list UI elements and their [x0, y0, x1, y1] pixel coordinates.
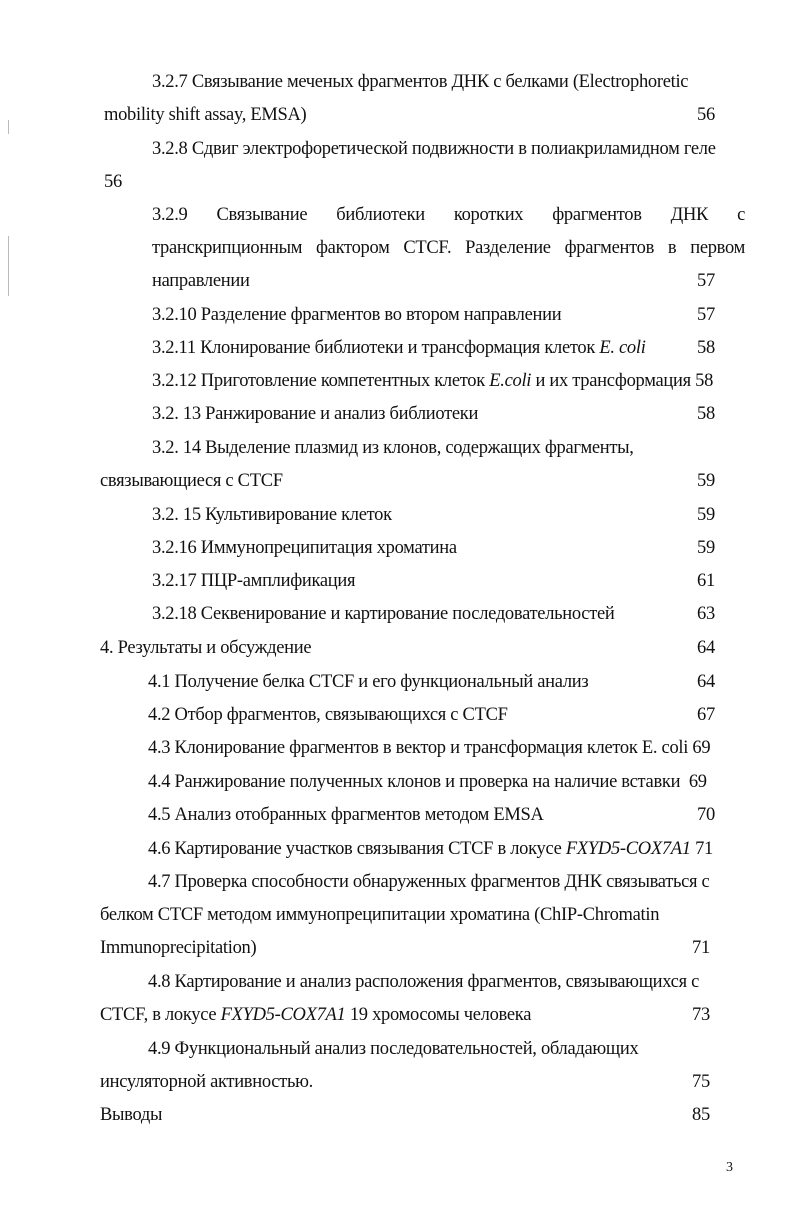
toc-page-number: 58 [697, 338, 715, 358]
toc-page-number: 59 [697, 538, 715, 558]
toc-page-number: 73 [692, 1005, 710, 1025]
toc-entry-3-2-8[interactable]: 3.2.8 Сдвиг электрофоретической подвижности в полиакриламидном геле [152, 139, 716, 159]
toc-entry-3-2-16[interactable]: 3.2.16 Иммунопреципитация хроматина [152, 538, 457, 558]
toc-entry-3-2-18[interactable]: 3.2.18 Секвенирование и картирование последовательностей [152, 604, 615, 624]
toc-entry-3-2-14[interactable]: 3.2. 14 Выделение плазмид из клонов, содержащих фрагменты, [152, 438, 634, 458]
toc-entry-4-1[interactable]: 4.1 Получение белка CTCF и его функциональный анализ [148, 672, 589, 692]
toc-entry-3-2-9-cont: направлении [152, 271, 250, 291]
toc-entry-4-4[interactable] [148, 771, 707, 793]
toc-entry-3-2-10[interactable]: 3.2.10 Разделение фрагментов во втором направлении [152, 305, 562, 325]
toc-page-number: 71 [692, 938, 710, 958]
toc-entry-4-8[interactable]: 4.8 Картирование и анализ расположения фрагментов, связывающихся с [148, 972, 700, 992]
toc-entry-3-2-9[interactable]: 3.2.9 Связывание библиотеки коротких фрагментов ДНК с [152, 205, 745, 225]
entry-italic-text: FXYD5-COX7A1 [565, 839, 691, 859]
toc-entry-3-2-14-cont: связывающиеся с CTCF [100, 471, 283, 491]
toc-page-number: 61 [697, 571, 715, 591]
entry-text: 19 хромосомы человека [345, 1005, 532, 1025]
toc-page-number: 57 [697, 271, 715, 291]
toc-entry-4-2[interactable]: 4.2 Отбор фрагментов, связывающихся с CTCF [148, 705, 508, 725]
toc-entry-3-2-12[interactable] [152, 370, 713, 392]
toc-entry-4[interactable]: 4. Результаты и обсуждение [100, 638, 312, 658]
toc-entry-4-7[interactable]: 4.7 Проверка способности обнаруженных фрагментов ДНК связываться с [148, 872, 710, 892]
toc-entry-3-2-7[interactable]: 3.2.7 Связывание меченых фрагментов ДНК с белками (Electrophoretic [152, 72, 689, 92]
toc-page-number: 64 [697, 672, 715, 692]
toc-page-number: 58 [697, 404, 715, 424]
page-number: 3 [726, 1160, 733, 1175]
toc-entry-4-6[interactable] [148, 838, 713, 860]
toc-page-number: 57 [697, 305, 715, 325]
toc-page-number: 75 [692, 1072, 710, 1092]
toc-page-number: 69 [692, 738, 711, 758]
entry-text: 4.3 Клонирование фрагментов в вектор и трансформация клеток E. coli [148, 738, 689, 758]
toc-entry-4-8-cont [100, 1004, 531, 1026]
toc-entry-4-3[interactable] [148, 737, 710, 759]
toc-entry-4-5[interactable]: 4.5 Анализ отобранных фрагментов методом EMSA [148, 805, 544, 825]
toc-entry-3-2-15[interactable]: 3.2. 15 Культивирование клеток [152, 505, 392, 525]
entry-italic-text: E.coli [489, 371, 532, 391]
toc-page-number: 70 [697, 805, 715, 825]
toc-entry-3-2-13[interactable]: 3.2. 13 Ранжирование и анализ библиотеки [152, 404, 479, 424]
entry-text: 4.6 Картирование участков связывания CTCF в локусе [148, 839, 566, 859]
entry-text: 4.4 Ранжирование полученных клонов и проверка на наличие вставки [148, 772, 681, 792]
toc-page-number: 56 [697, 105, 715, 125]
toc-entry-3-2-9-cont: транскрипционным фактором CTCF. Разделение фрагментов в первом [152, 238, 745, 258]
entry-text: 3.2.11 Клонирование библиотеки и трансформация клеток [152, 338, 600, 358]
toc-entry-3-2-17[interactable]: 3.2.17 ПЦР-амплификация [152, 571, 356, 591]
toc-entry-3-2-11[interactable] [152, 337, 646, 359]
toc-page-number: 71 [695, 839, 713, 859]
toc-page-number: 64 [697, 638, 715, 658]
toc-page-number: 63 [697, 604, 715, 624]
toc-page-number: 59 [697, 471, 715, 491]
toc-entry-3-2-7-cont: mobility shift assay, EMSA) [104, 105, 307, 125]
toc-page-number: 85 [692, 1105, 710, 1125]
scan-margin-mark [8, 236, 9, 296]
toc-entry-4-9[interactable]: 4.9 Функциональный анализ последовательностей, обладающих [148, 1039, 639, 1059]
entry-italic-text: FXYD5-COX7A1 [220, 1005, 346, 1025]
toc-page-number: 58 [695, 371, 714, 391]
toc-entry-4-7-cont: белком CTCF методом иммунопреципитации хроматина (ChIP-Chromatin [100, 905, 660, 925]
toc-page-number: 59 [697, 505, 715, 525]
toc-entry-4-9-cont: инсуляторной активностью. [100, 1072, 313, 1092]
toc-entry-4-7-cont: Immunoprecipitation) [100, 938, 257, 958]
entry-text: 3.2.12 Приготовление компетентных клеток [152, 371, 490, 391]
toc-entry-conclusions[interactable]: Выводы [100, 1105, 163, 1125]
toc-page-number: 67 [697, 705, 715, 725]
scan-margin-mark [8, 120, 9, 134]
toc-page-number: 56 [104, 172, 122, 192]
entry-text: и их трансформация [531, 371, 691, 391]
entry-italic-text: E. coli [599, 338, 646, 358]
entry-text: CTCF, в локусе [100, 1005, 221, 1025]
toc-page-number: 69 [688, 772, 707, 792]
